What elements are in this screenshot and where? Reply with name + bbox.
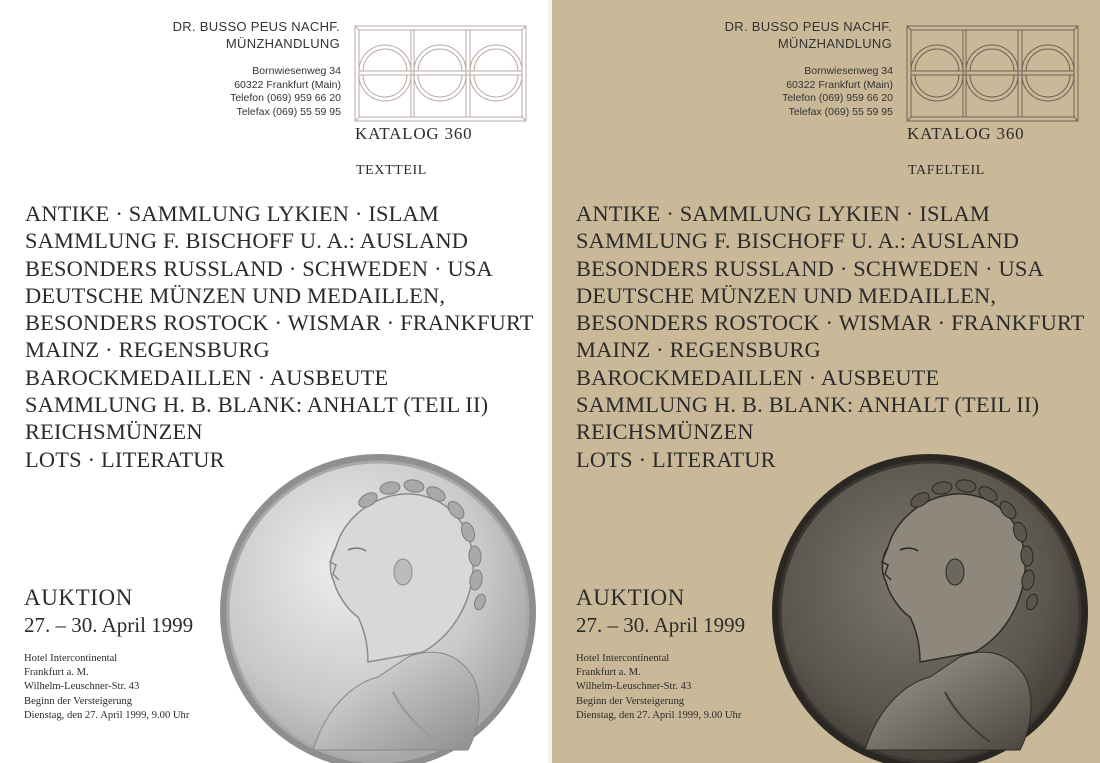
contents-line: BESONDERS RUSSLAND · SCHWEDEN · USA: [25, 255, 493, 281]
address-line: Telefon (069) 959 66 20: [782, 92, 893, 104]
contents-line: BAROCKMEDAILLEN · AUSBEUTE: [25, 364, 389, 390]
contents-line: BESONDERS ROSTOCK · WISMAR · FRANKFURT: [25, 310, 534, 336]
venue-line: Hotel Intercontinental: [24, 653, 118, 664]
catalog-contents-list: [25, 200, 545, 473]
publisher-line: DR. BUSSO PEUS NACHF.: [172, 19, 340, 34]
contents-line: BESONDERS ROSTOCK · WISMAR · FRANKFURT: [576, 310, 1085, 336]
contents-line: MAINZ · REGENSBURG: [25, 337, 270, 363]
contents-line: SAMMLUNG F. BISCHOFF U. A.: AUSLAND: [25, 228, 469, 254]
publisher-address: [702, 65, 893, 119]
catalog-number: KATALOG 360: [907, 124, 1025, 143]
contents-line: MAINZ · REGENSBURG: [576, 337, 821, 363]
contents-line: DEUTSCHE MÜNZEN UND MEDAILLEN,: [25, 282, 446, 308]
catalog-contents-list: [576, 200, 1096, 473]
address-line: Telefon (069) 959 66 20: [230, 92, 341, 104]
address-line: Bornwiesenweg 34: [252, 65, 341, 77]
auction-venue: [24, 652, 189, 723]
catalog-cover-tafelteil: [552, 0, 1100, 763]
publisher-name: [150, 18, 340, 52]
contents-line: LOTS · LITERATUR: [576, 446, 776, 472]
publisher-address: [150, 65, 341, 119]
peus-logo: [354, 25, 527, 122]
venue-line: Wilhelm-Leuschner-Str. 43: [24, 681, 140, 693]
portrait-medal-image: [770, 452, 1090, 763]
venue-line: Hotel Intercontinental: [576, 653, 670, 664]
contents-line: SAMMLUNG F. BISCHOFF U. A.: AUSLAND: [576, 228, 1020, 254]
publisher-line: DR. BUSSO PEUS NACHF.: [724, 19, 892, 34]
address-line: 60322 Frankfurt (Main): [786, 78, 893, 91]
venue-line: Dienstag, den 27. April 1999, 9.00 Uhr: [576, 709, 742, 721]
auction-dates: 27. – 30. April 1999: [576, 613, 746, 637]
contents-line: BESONDERS RUSSLAND · SCHWEDEN · USA: [576, 255, 1044, 281]
address-line: Telefax (069) 55 59 95: [788, 105, 893, 118]
auction-heading: AUKTION: [24, 585, 133, 610]
catalog-number: KATALOG 360: [355, 124, 473, 143]
peus-logo: [906, 25, 1079, 122]
contents-line: ANTIKE · SAMMLUNG LYKIEN · ISLAM: [25, 201, 439, 226]
contents-line: LOTS · LITERATUR: [25, 446, 225, 472]
venue-line: Frankfurt a. M.: [24, 667, 89, 679]
address-line: 60322 Frankfurt (Main): [234, 78, 341, 91]
contents-line: SAMMLUNG H. B. BLANK: ANHALT (TEIL II): [25, 392, 489, 418]
contents-line: REICHSMÜNZEN: [25, 419, 203, 445]
portrait-medal-image: [218, 452, 538, 763]
address-line: Bornwiesenweg 34: [804, 65, 893, 77]
auction-venue: [576, 652, 741, 723]
venue-line: Beginn der Versteigerung: [576, 695, 685, 707]
contents-line: BAROCKMEDAILLEN · AUSBEUTE: [576, 364, 940, 390]
publisher-name: [702, 18, 892, 52]
venue-line: Frankfurt a. M.: [576, 667, 641, 679]
auction-heading: AUKTION: [576, 585, 685, 610]
venue-line: Beginn der Versteigerung: [24, 695, 133, 707]
catalog-part: TAFELTEIL: [908, 163, 985, 178]
venue-line: Wilhelm-Leuschner-Str. 43: [576, 681, 692, 693]
auction-dates: 27. – 30. April 1999: [24, 613, 194, 637]
publisher-line: MÜNZHANDLUNG: [225, 36, 340, 51]
contents-line: ANTIKE · SAMMLUNG LYKIEN · ISLAM: [576, 201, 990, 226]
address-line: Telefax (069) 55 59 95: [236, 105, 341, 118]
contents-line: DEUTSCHE MÜNZEN UND MEDAILLEN,: [576, 282, 997, 308]
contents-line: REICHSMÜNZEN: [576, 419, 754, 445]
publisher-line: MÜNZHANDLUNG: [777, 36, 892, 51]
catalog-cover-textteil: [0, 0, 548, 763]
catalog-part: TEXTTEIL: [356, 163, 427, 178]
contents-line: SAMMLUNG H. B. BLANK: ANHALT (TEIL II): [576, 392, 1040, 418]
venue-line: Dienstag, den 27. April 1999, 9.00 Uhr: [24, 709, 190, 721]
